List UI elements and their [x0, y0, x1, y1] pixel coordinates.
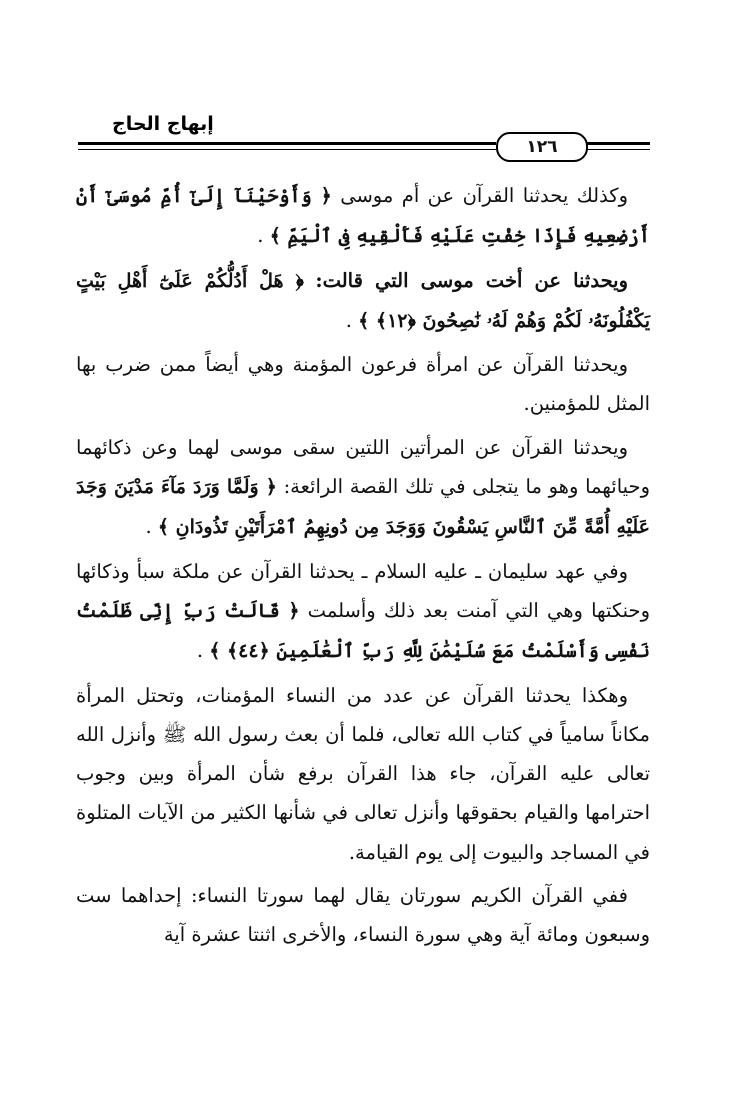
paragraph-text: ويحدثنا القرآن عن المرأتين اللتين سقى موسى لهما وعن ذكائهما وحيائهما وهو ما يتجلى في تلك القصة الرائعة:: [76, 435, 651, 499]
quran-verse: ﴿ وَأَوْحَيْنَآ إِلَىٰٓ أُمِّ مُوسَىٰٓ أَنْ أَرْضِعِيهِ فَإِذَا خِفْتِ عَلَيْهِ فَأَلْقِيهِ فِى ٱلْيَمِّ ﴾: [76, 185, 650, 248]
paragraph-pharaoh-wife: ويحدثنا القرآن عن امرأة فرعون المؤمنة وهي أيضاً ممن ضرب بها المثل للمؤمنين.: [76, 353, 650, 416]
quran-verse: ﴿ هَلْ أَدُلُّكُمْ عَلَىٰٓ أَهْلِ بَيْتٍ يَكْفُلُونَهُۥ لَكُمْ وَهُمْ لَهُۥ نَٰصِحُونَ ﴿١٢﴾ ﴾: [76, 269, 650, 332]
paragraph-text: وكذلك يحدثنا القرآن عن أم موسى: [340, 184, 628, 207]
page-number: ١٢٦: [496, 132, 588, 162]
body-text: [76, 176, 650, 959]
paragraph-queen-of-sheba: [76, 552, 650, 672]
header-rule-right: [586, 142, 650, 145]
paragraph-end: .: [196, 639, 204, 663]
paragraph-two-women: [76, 428, 650, 548]
paragraph-end: .: [145, 515, 152, 539]
quran-verse: ﴿ وَلَمَّا وَرَدَ مَآءَ مَدْيَنَ وَجَدَ عَلَيْهِ أُمَّةً مِّنَ ٱلنَّاسِ يَسْقُونَ وَوَجَدَ مِن دُونِهِمُ ٱمْرَأَتَيْنِ تَذُودَانِ ﴾: [76, 476, 650, 539]
paragraph-surat-an-nisa: ففي القرآن الكريم سورتان يقال لهما سورتا النساء: إحداهما ست وسبعون ومائة آية وهي سورة النساء، والأخرى اثنتا عشرة آية: [76, 884, 650, 947]
paragraph-sister-of-musa: [76, 261, 650, 342]
header-rule-left-thin: [78, 149, 496, 150]
quran-verse: ﴿ قَالَتْ رَبِّ إِنِّى ظَلَمْتُ نَفْسِى وَأَسْلَمْتُ مَعَ سُلَيْمَٰنَ لِلَّهِ رَبِّ ٱلْعَٰلَمِينَ ﴿٤٤﴾ ﴾: [76, 599, 650, 663]
paragraph-text: وفي عهد سليمان ـ عليه السلام ـ يحدثنا القرآن عن ملكة سبأ وذكائها وحنكتها وهي التي آمنت بعد ذلك وأسلمت: [76, 559, 651, 622]
paragraph-end: .: [345, 308, 352, 332]
paragraph-status-of-women: وهكذا يحدثنا القرآن عن عدد من النساء المؤمنات، وتحتل المرأة مكاناً سامياً في كتاب الله تعالى، فلما أن بعث رسول الله ﷺ وأنزل الله تعالى عليه القرآن، جاء هذا القرآن برفع شأن المرأة وبين وجوب احترامها والقيام بحقوقها وأنزل تعالى في شأنها الكثير من الآيات المتلوة في المساجد والبيوت إلى يوم القيامة.: [76, 683, 650, 864]
paragraph-end: .: [257, 224, 264, 248]
paragraph-umm-musa: [76, 176, 650, 257]
paragraph-lead: ويحدثنا عن أخت موسى التي قالت:: [315, 268, 628, 292]
running-header-title: إبهاج الحاج: [112, 113, 214, 135]
header-rule-right-thin: [586, 149, 650, 150]
header-rule-left: [78, 142, 496, 145]
